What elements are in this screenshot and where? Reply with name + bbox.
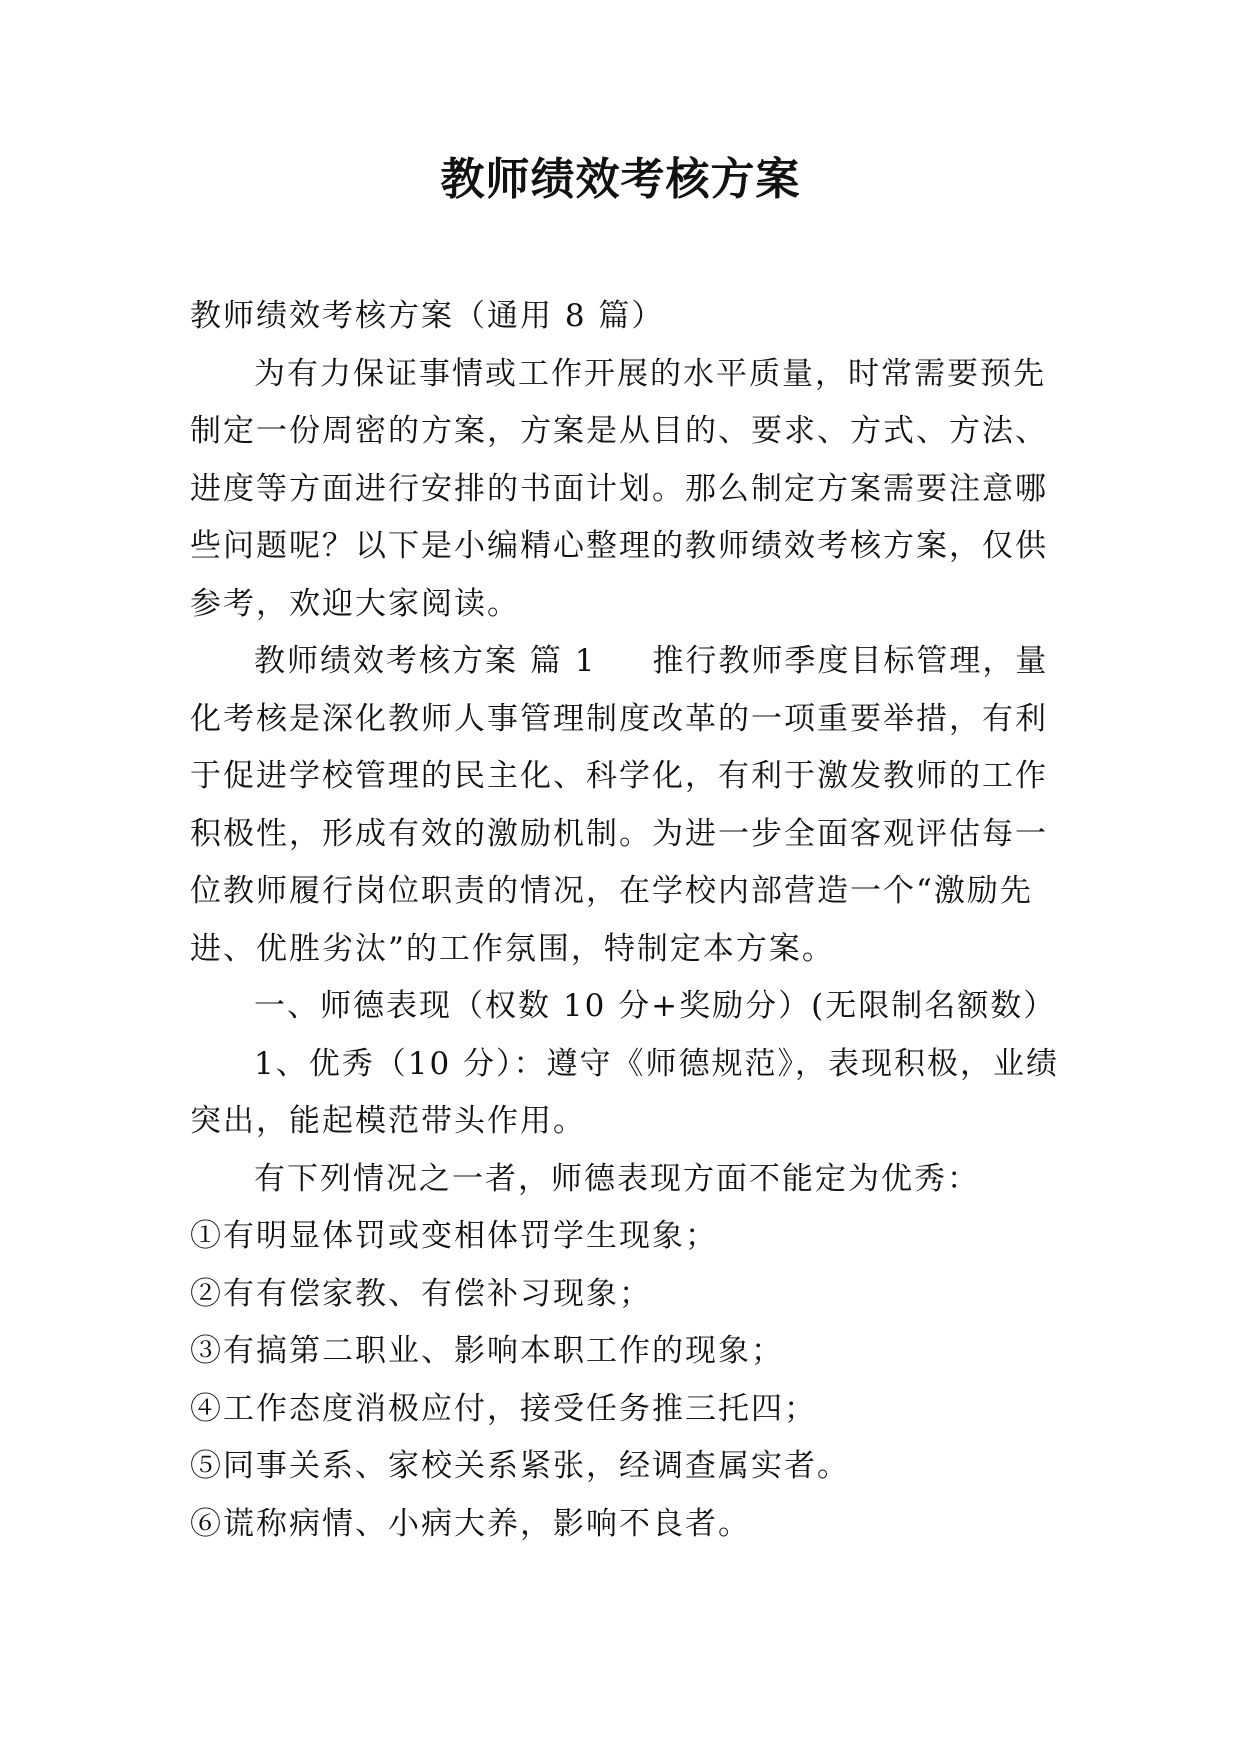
intro-paragraph: 为有力保证事情或工作开展的水平质量，时常需要预先制定一份周密的方案，方案是从目的、要求、方式、方法、进度等方面进行安排的书面计划。那么制定方案需要注意哪些问题呢？以下是小编精心整理的教师绩效考核方案，仅供参考，欢迎大家阅读。 [190, 355, 1048, 622]
conditions-lead: 有下列情况之一者，师德表现方面不能定为优秀： [254, 1160, 980, 1197]
document-body [190, 288, 1060, 1553]
condition-item-4: ④工作态度消极应付，接受任务推三托四； [190, 1390, 817, 1427]
condition-item-1: ①有明显体罚或变相体罚学生现象； [190, 1218, 718, 1254]
condition-item-5: ⑤同事关系、家校关系紧张，经调查属实者。 [190, 1448, 850, 1484]
condition-item-2: ②有有偿家教、有偿补习现象； [190, 1275, 652, 1312]
item1-paragraph: 1、优秀（10 分）：遵守《师德规范》，表现积极，业绩突出，能起模范带头作用。 [190, 1045, 1060, 1139]
condition-item-3: ③有搞第二职业、影响本职工作的现象； [190, 1333, 784, 1369]
section1-paragraph [190, 633, 1060, 978]
section1-heading: 教师绩效考核方案 篇 1 [254, 643, 597, 679]
document-title: 教师绩效考核方案 [440, 154, 801, 205]
part1-heading: 一、师德表现（权数 10 分+奖励分）(无限制名额数） [254, 988, 1057, 1024]
condition-item-6: ⑥谎称病情、小病大养，影响不良者。 [190, 1505, 751, 1542]
section1-body: 推行教师季度目标管理，量化考核是深化教师人事管理制度改革的一项重要举措，有利于促进学校管理的民主化、科学化，有利于激发教师的工作积极性，形成有效的激励机制。为进一步全面客观评估每一位教师履行岗位职责的情况，在学校内部营造一个“激励先进、优胜劣汰”的工作氛围，特制定本方案。 [190, 643, 1049, 967]
document-subtitle: 教师绩效考核方案（通用 8 篇） [190, 298, 665, 334]
